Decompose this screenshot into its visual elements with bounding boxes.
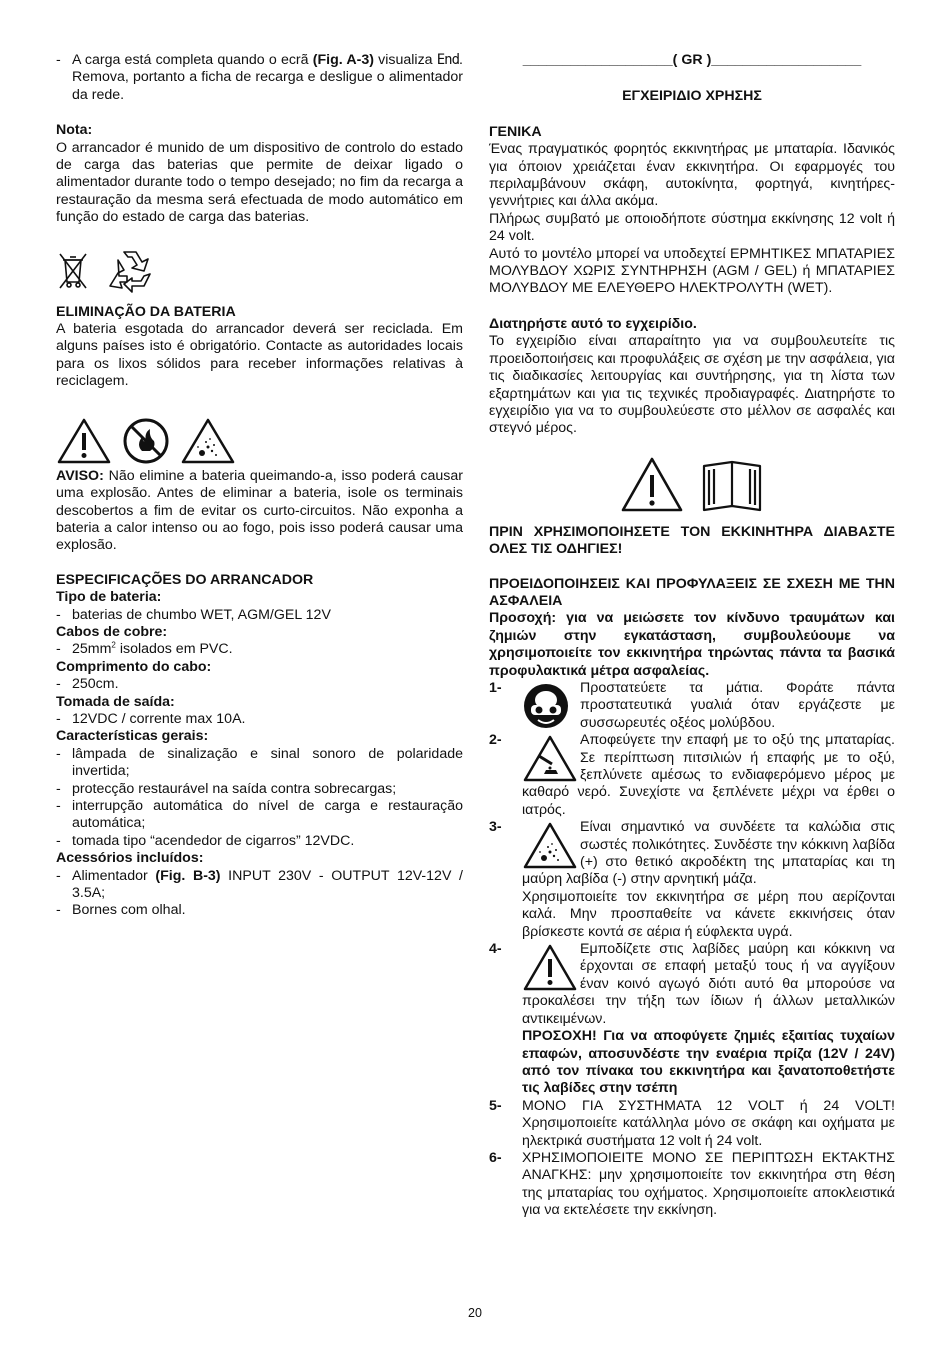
list-item: - interrupção automática do nível de carga e restauração automática;: [56, 798, 463, 832]
list-item: - Alimentador (Fig. B-3) INPUT 230V - OUTPUT 12V-12V / 3.5A;: [56, 867, 463, 902]
cabos-title: Cabos de cobre:: [56, 623, 168, 640]
end-pre: A carga está completa quando o ecrã: [72, 52, 313, 68]
end-display-glyph: End: [436, 52, 460, 68]
list-item: - protecção restaurável na saída contra sobrecargas;: [56, 780, 397, 797]
carac-title: Características gerais:: [56, 728, 209, 745]
elim-text: A bateria esgotada do arrancador deverá ser reciclada. Em alguns países isto é obrigatório. Contacte as autoridades locais para os lixos sólidos para receber informações relativas à reciclagem.: [56, 321, 463, 390]
end-fig-ref: (Fig. A-3): [312, 52, 374, 68]
warning-triangle-icon: [56, 417, 112, 465]
genika-p3: Αυτό το μοντέλο μπορεί να υποδεχτεί ΕΡΜΗΤΙΚΕΣ ΜΠΑΤΑΡΙΕΣ ΜΟΛΥΒΔΟΥ ΧΩΡΙΣ ΣΥΝΤΗΡΗΣΗ (AGM / GEL) ή ΜΠΑΤΑΡΙΕΣ ΜΟΛΥΒΔΟΥ ΜΕ ΕΛΕΥΘΕΡΟ ΗΛΕΚΤΡΟΛΥΤΗ (WET).: [489, 245, 895, 297]
genika-p1: Ένας πραγματικός φορητός εκκινητήρας με μπαταρία. Ιδανικός για όποιον χρειάζεται έναν εκκινητήρα. Οι εφαρμογές του περιλαμβάνουν σκάφη, αυτοκίνητα, φορτηγά, κινητήρες-γεννήτριες και άλλα ακόμα.: [489, 141, 895, 210]
safety-item-text: Είναι σημαντικό να συνδέετε τα καλώδια στις σωστές πολικότητες. Συνδέστε την κόκκινη λαβίδα (+) στο θετικό ακροδέκτη της μπαταρίας και τη μαύρη λαβίδα (-) στην αρνητική μάζα.: [522, 819, 895, 888]
language-header: ___________________( GR )___________________: [522, 52, 862, 68]
no-fire-icon: [122, 417, 170, 465]
safety-item-6: 6- ΧΡΗΣΙΜΟΠΟΙΕΙΤΕ ΜΟΝΟ ΣΕ ΠΕΡΙΠΤΩΣΗ ΕΚΤΑΚΤΗΣ ΑΝΑΓΚΗΣ: μην χρησιμοποιείτε τον εκκινητήρα στη θέση της μπαταρίας του οχήματος. Χρησιμοποιείτε αποκλειστικά για να εκτελέσετε την εκκίνηση.: [489, 1149, 895, 1219]
left-column: [56, 52, 463, 920]
list-item: - lâmpada de sinalização e sinal sonoro de polaridade invertida;: [56, 745, 463, 780]
crossed-bin-icon: [56, 248, 90, 292]
nota-title: Nota:: [56, 122, 93, 139]
tomada-title: Tomada de saída:: [56, 693, 175, 710]
elim-title: ELIMINAÇÃO DA BATERIA: [56, 303, 236, 320]
read-all-notice: ΠΡΙΝ ΧΡΗΣΙΜΟΠΟΙΗΣΕΤΕ ΤΟΝ ΕΚΚΙΝΗΤΗΡΑ ΔΙΑΒΑΣΤΕ ΟΛΕΣ ΤΙΣ ΟΔΗΓΙΕΣ!: [489, 523, 895, 558]
nota-text: O arrancador é munido de um dispositivo de controlo do estado de carga das baterias que permite de deixar ligado o alimentador durante todo o tempo desejado; no fim da recarga a restauração da mesma será efectuada de modo automático em função do estado de carga das baterias.: [56, 139, 463, 226]
read-manual-icons: [489, 452, 895, 518]
aviso-icons: [56, 416, 463, 466]
genika-p2: Πλήρως συμβατό με οποιοδήποτε σύστημα εκκίνησης 12 volt ή 24 volt.: [489, 210, 895, 245]
safety-item-text: Αποφεύγετε την επαφή με το οξύ της μπαταρίας. Σε περίπτωση πιτσιλιών ή επαφής με το οξύ, ξεπλύνετε αμέσως το ενδιαφερόμενο μέρος με καθαρό νερό. Συνεχίστε να ξεπλένετε μέχρι να έρθει ο ιατρός.: [522, 732, 895, 818]
safety-item-5: 5- ΜΟΝΟ ΓΙΑ ΣΥΣΤΗΜΑΤΑ 12 VOLT ή 24 VOLT! Χρησιμοποιείτε κατάλληλα μόνο σε σκάφη και οχήματα με ηλεκτρικά συστήματα 12 volt ή 24 volt.: [489, 1097, 895, 1149]
safety-title: ΠΡΟΕΙΔΟΠΟΙΗΣΕΙΣ ΚΑΙ ΠΡΟΦΥΛΑΞΕΙΣ ΣΕ ΣΧΕΣΗ ΜΕ ΤΗΝ ΑΣΦΑΛΕΙΑ: [489, 575, 895, 609]
tipo-title: Tipo de bateria:: [56, 589, 162, 606]
keep-text: Το εγχειρίδιο είναι απαραίτητο για να συμβουλευτείτε τις προειδοποιήσεις και προφυλάξεις σε σχέση με την ασφάλεια, για τις διαδικασίες λειτουργίας και συντήρησης, για τη λίστα των εξαρτημάτων και για τις τεχνικές προδιαγραφές. Διατηρήστε το εγχειρίδιο για να το συμβουλεύεστε στο μέλλον σε ασφαλές και στεγνό μέρος.: [489, 333, 895, 437]
safety-item-warning: ΠΡΟΣΟΧΗ! Για να αποφύγετε ζημιές εξαιτίας τυχαίων επαφών, αποσυνδέστε την εναέρια πρίζα (12V / 24V) από τον πίνακα του εκκινητήρα και ξανατοποθετήστε τις λαβίδες στην τσέπη: [522, 1028, 895, 1097]
end-post: . Remova, portanto a ficha de recarga e desligue o alimentador da rede.: [72, 52, 463, 103]
safety-item-text: Εμποδίζετε στις λαβίδες μαύρη και κόκκινη να έρχονται σε επαφή μεταξύ τους ή να αγγίξουν έναν κοινό αγωγό διότι αυτό θα μπορούσε να προκαλέσει την τήξη των ίδιων ή άλλων μεταλλικών αντικειμένων.: [522, 941, 895, 1027]
explosion-warning-icon: [180, 417, 236, 465]
acess-title: Acessórios incluídos:: [56, 850, 204, 867]
aviso-body: Não elimine a bateria queimando-a, isso poderá causar uma explosão. Antes de eliminar a bateria, isole os terminais descobertos a fim de evitar os curto-circuitos. Não exponha a bateria a calor intenso ou ao fogo, pois isso poderá causar uma explosão.: [56, 467, 463, 554]
explosion-warning-icon: [522, 821, 578, 871]
list-item: - Bornes com olhal.: [56, 902, 186, 919]
aviso-text: [56, 468, 463, 555]
keep-title: Διατηρήστε αυτό το εγχειρίδιο.: [489, 315, 697, 332]
list-item: - 12VDC / corrente max 10A.: [56, 710, 246, 727]
safety-item-1: 1- Προστατεύετε τα μάτια. Φοράτε πάντα προστατευτικά γυαλιά όταν εργάζεστε με συσσωρευτές οξέος μολύβδου.: [489, 679, 895, 731]
recycle-icon: [104, 246, 156, 294]
safety-item-text: ΧΡΗΣΙΜΟΠΟΙΕΙΤΕ ΜΟΝΟ ΣΕ ΠΕΡΙΠΤΩΣΗ ΕΚΤΑΚΤΗΣ ΑΝΑΓΚΗΣ: μην χρησιμοποιείτε τον εκκινητήρα στη θέση της μπαταρίας του οχήματος. Χρησιμοποιείτε αποκλειστικά για να εκτελέσετε την εκκίνηση.: [522, 1149, 895, 1219]
safety-item-text: ΜΟΝΟ ΓΙΑ ΣΥΣΤΗΜΑΤΑ 12 VOLT ή 24 VOLT! Χρησιμοποιείτε κατάλληλα μόνο σε σκάφη και οχήματα με ηλεκτρικά συστήματα 12 volt ή 24 volt.: [522, 1097, 895, 1149]
warning-triangle-icon: [620, 456, 684, 514]
safety-goggles-icon: [522, 682, 578, 732]
disposal-icons: [56, 244, 463, 296]
list-item: - baterias de chumbo WET, AGM/GEL 12V: [56, 606, 331, 623]
open-book-icon: [700, 456, 764, 514]
attention-text: Προσοχή: για να μειώσετε τον κίνδυνο τραυμάτων και ζημιών στην εγκατάσταση, συμβουλεύουμε να χρησιμοποιείτε τον εκκινητήρα τηρώντας πάντα τα βασικά προφυλακτικά μέτρα ασφαλείας.: [489, 610, 895, 679]
list-item: - $25mm^2$ isolados em PVC.: [56, 640, 233, 658]
aviso-label: AVISO:: [56, 467, 104, 484]
comp-title: Comprimento do cabo:: [56, 658, 212, 675]
acid-warning-icon: [522, 734, 578, 784]
safety-item-4: 4- Εμποδίζετε στις λαβίδες μαύρη και κόκκινη να έρχονται σε επαφή μεταξύ τους ή να αγγίξουν έναν κοινό αγωγό διότι αυτό θα μπορούσε να προκαλέσει την τήξη των ίδιων ή άλλων μεταλλικών αντικειμένων. ΠΡΟΣΟΧΗ! Για να αποφύγετε ζημιές εξαιτίας τυχαίων επαφών, αποσυνδέστε την εναέρια πρίζα (12V / 24V) από τον πίνακα του εκκινητήρα και ξανατοποθετήστε τις λαβίδες στην τσέπη: [489, 941, 895, 1097]
list-item: - 250cm.: [56, 676, 119, 693]
warning-triangle-icon: [522, 943, 578, 993]
list-item: - tomada tipo “acendedor de cigarros” 12VDC.: [56, 832, 355, 849]
safety-item-2: 2- Αποφεύγετε την επαφή με το οξύ της μπαταρίας. Σε περίπτωση πιτσιλιών ή επαφής με το οξύ, ξεπλύνετε αμέσως το ενδιαφερόμενο μέρος με καθαρό νερό. Συνεχίστε να ξεπλένετε μέχρι να έρθει ο ιατρός.: [489, 732, 895, 818]
spec-title: ESPECIFICAÇÕES DO ARRANCADOR: [56, 571, 314, 588]
page-number: 20: [468, 1306, 482, 1320]
safety-item-3: 3- Είναι σημαντικό να συνδέετε τα καλώδια στις σωστές πολικότητες. Συνδέστε την κόκκινη λαβίδα (+) στο θετικό ακροδέκτη της μπαταρίας και τη μαύρη λαβίδα (-) στην αρνητική μάζα. Χρησιμοποιείτε τον εκκινητήρα σε μέρη που αερίζονται καλά. Μην προσπαθείτε να κάνετε εκκινήσεις όταν βρίσκεστε κοντά σε αέρια ή εύφλεκτα υγρά.: [489, 819, 895, 940]
safety-item-text: Προστατεύετε τα μάτια. Φοράτε πάντα προστατευτικά γυαλιά όταν εργάζεστε με συσσωρευτές οξέος μολύβδου.: [580, 679, 895, 731]
safety-item-text: Χρησιμοποιείτε τον εκκινητήρα σε μέρη που αερίζονται καλά. Μην προσπαθείτε να κάνετε εκκινήσεις όταν βρίσκεστε κοντά σε αέρια ή εύφλεκτα υγρά.: [522, 888, 895, 940]
manual-title: ΕΓΧΕΙΡΙΔΙΟ ΧΡΗΣΗΣ: [622, 88, 762, 105]
charge-complete-item: - A carga está completa quando o ecrã (Fig. A-3) visualiza End. Remova, portanto a ficha de recarga e desligue o alimentador da rede.: [56, 52, 463, 103]
genika-title: ΓΕΝΙΚΑ: [489, 123, 542, 140]
end-mid: visualiza: [373, 52, 437, 68]
right-column: [489, 52, 895, 1220]
